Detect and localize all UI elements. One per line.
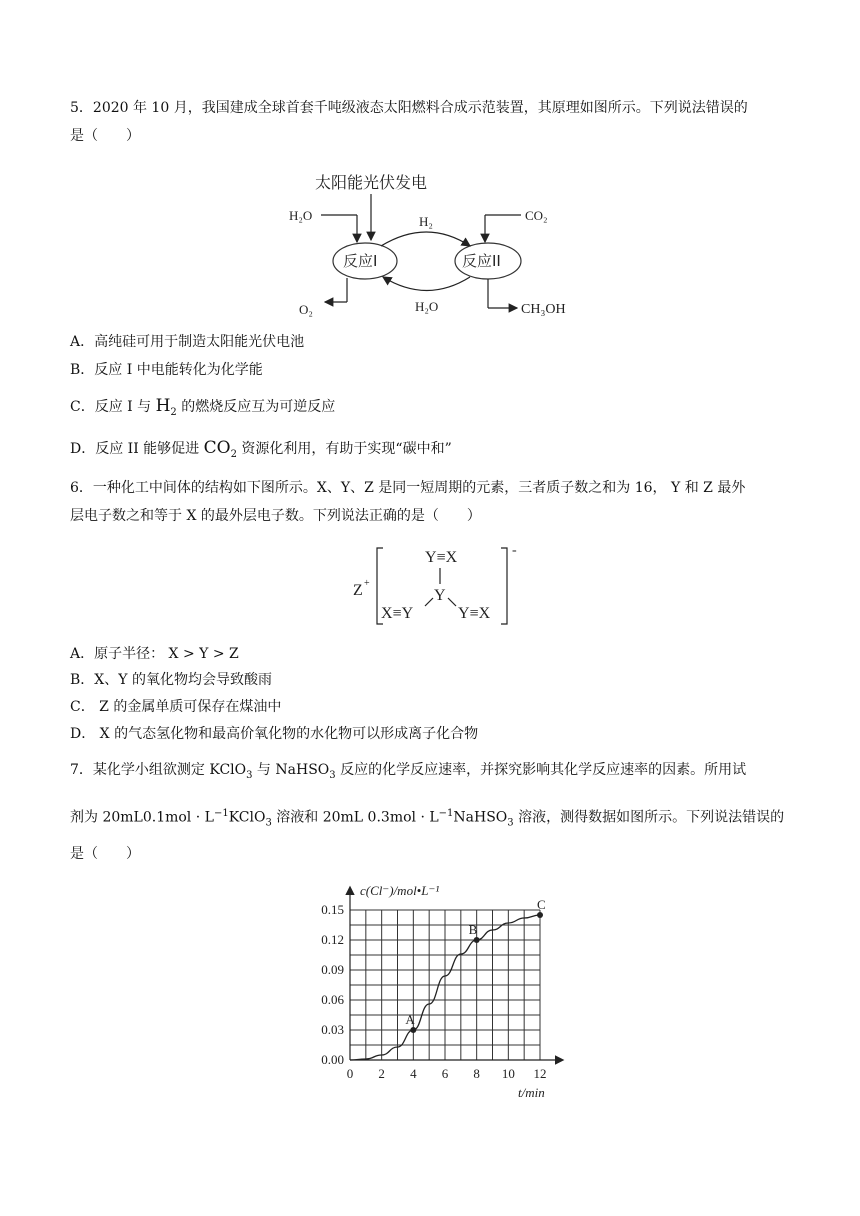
q7-concentration-chart xyxy=(305,875,575,1105)
y-tick-label: 0.03 xyxy=(321,1022,344,1037)
q5-reaction-diagram xyxy=(285,168,585,323)
y-tick-label: 0.09 xyxy=(321,962,344,977)
chart-y-axis-label: c(Cl⁻)/mol•L⁻¹ xyxy=(360,883,440,898)
point-label-a: A xyxy=(405,1012,415,1027)
y-tick-label: 0.12 xyxy=(321,932,344,947)
x-tick-label: 0 xyxy=(346,1066,354,1081)
q6-stem-line2: 层电子数之和等于 X 的最外层电子数。下列说法正确的是（ ） xyxy=(70,508,481,524)
q5-stem-line1: 5．2020 年 10 月，我国建成全球首套千吨级液态太阳燃料合成示范装置，其原理如图所示。下列说法错误的 xyxy=(70,100,748,116)
q6-structure-diagram xyxy=(345,540,535,632)
x-tick-label: 10 xyxy=(501,1066,515,1081)
data-point-a xyxy=(410,1027,416,1033)
reaction-2-label: 反应II xyxy=(462,252,501,270)
x-tick-label: 12 xyxy=(533,1066,547,1081)
x-tick-label: 2 xyxy=(378,1066,385,1081)
q5-option-a: A．高纯硅可用于制造太阳能光伏电池 xyxy=(70,334,305,350)
q5-stem-line2: 是（ ） xyxy=(70,128,140,144)
diagram-h2o-back: H₂O xyxy=(415,299,439,314)
diagram-ch3oh-label: CH₃OH xyxy=(521,302,566,317)
cation-z: Z xyxy=(353,582,363,599)
q5-option-d: D．反应 II 能够促进 $CO_2$ 资源化利用，有助于实现“碳中和” xyxy=(70,438,452,460)
point-label-c: C xyxy=(537,897,546,912)
q7-stem-line2: 剂为 $20mL0.1mol \cdot L^{-1}KClO_3$ 溶液和 20mL $0.3mol \cdot L^{-1}NaHSO_3$ 溶液，测得数据如图所示。下列说法错误的 xyxy=(70,808,785,829)
q6-option-b: B．X、Y 的氧化物均会导致酸雨 xyxy=(70,672,272,688)
right-group: Y≡X xyxy=(458,605,491,622)
diagram-co2-label: CO₂ xyxy=(525,208,548,223)
left-group: X≡Y xyxy=(381,605,414,622)
q6-stem-line1: 6．一种化工中间体的结构如下图所示。X、Y、Z 是同一短周期的元素，三者质子数之和为 16， Y 和 Z 最外 xyxy=(70,480,746,496)
q6-option-d: D． X 的气态氢化物和最高价氧化物的水化物可以形成离子化合物 xyxy=(70,726,479,742)
q7-stem-line1: 7．某化学小组欲测定 KClO$_3$ 与 NaHSO$_3$ 反应的化学反应速率，并探究影响其化学反应速率的因素。所用试 xyxy=(70,762,747,781)
reaction-1-label: 反应I xyxy=(343,252,378,270)
y-tick-label: 0.06 xyxy=(321,992,344,1007)
x-tick-label: 8 xyxy=(473,1066,480,1081)
y-tick-label: 0.00 xyxy=(321,1052,344,1067)
svg-text:+: + xyxy=(364,578,370,589)
x-tick-label: 6 xyxy=(441,1066,449,1081)
point-label-b: B xyxy=(468,922,478,937)
x-tick-label: 4 xyxy=(410,1066,417,1081)
y-tick-label: 0.15 xyxy=(321,902,344,917)
data-point-b xyxy=(474,937,480,943)
diagram-h2-label: H₂ xyxy=(419,214,433,229)
diagram-h2o-in: H₂O xyxy=(289,208,313,223)
top-group: Y≡X xyxy=(425,549,458,566)
chart-ticks xyxy=(321,902,546,1081)
diagram-o2-label: O₂ xyxy=(299,302,313,317)
data-point-c xyxy=(537,912,543,918)
diagram-solar-label: 太阳能光伏发电 xyxy=(315,173,428,192)
svg-text:-: - xyxy=(512,543,517,558)
chart-grid xyxy=(350,910,540,1060)
q6-option-a: A．原子半径： X > Y > Z xyxy=(70,646,239,662)
chart-x-axis-label: t/min xyxy=(518,1085,545,1100)
q5-option-b: B．反应 I 中电能转化为化学能 xyxy=(70,362,263,378)
q5-option-c: C．反应 I 与 $H_2$ 的燃烧反应互为可逆反应 xyxy=(70,396,336,418)
q6-option-c: C． Z 的金属单质可保存在煤油中 xyxy=(70,699,282,715)
q7-stem-line3: 是（ ） xyxy=(70,846,140,862)
center-y: Y xyxy=(434,587,446,604)
